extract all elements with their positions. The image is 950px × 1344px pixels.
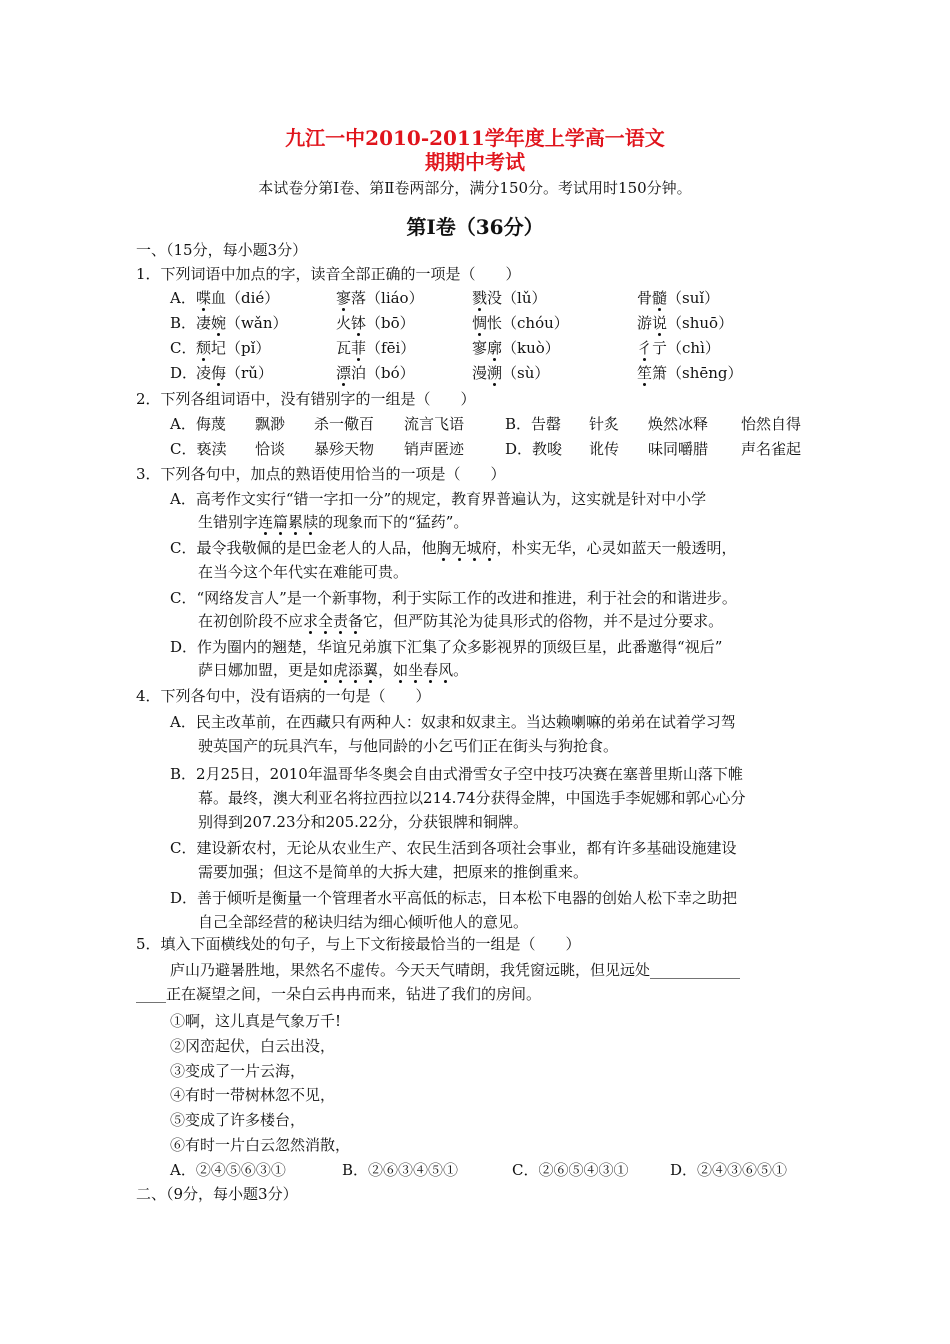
option-line: D．善于倾听是衡量一个管理者水平高低的标志，日本松下电器的创始人松下幸之助把 xyxy=(170,889,738,907)
option-label: D． xyxy=(170,364,198,382)
question-3-option-a-line2: 生错别字连篇累牍的现象而下的“猛药”。 xyxy=(198,513,469,531)
pinyin-item: 漂泊（bó） xyxy=(336,364,415,382)
pinyin-item: 寥落（liáo） xyxy=(336,289,424,307)
dotted-char: 婉 xyxy=(211,314,227,332)
pinyin-item: 戮没（lǔ） xyxy=(472,289,547,307)
option-line: 自己全部经营的秘诀归结为细心倾听他人的意见。 xyxy=(198,913,529,931)
dotted-char: 漂 xyxy=(336,364,352,382)
section-heading-2: 二、（9分，每小题3分） xyxy=(136,1185,298,1203)
sentence-item: ⑥有时一片白云忽然消散， xyxy=(170,1136,351,1154)
dotted-char: 颓 xyxy=(196,339,212,357)
word-option: B．告罄 xyxy=(505,415,562,433)
word-option: 恰谈 xyxy=(255,440,286,458)
dotted-char: 说 xyxy=(652,314,668,332)
word-option: 杀一儆百 xyxy=(314,415,375,433)
word-option: 焕然冰释 xyxy=(648,415,709,433)
question-3-option-a-line1: A．高考作文实行“错一字扣一分”的规定，教育界普遍认为，这实就是针对中小学 xyxy=(170,490,707,508)
option-line: 别得到207.23分和205.22分，分获银牌和铜牌。 xyxy=(198,813,528,831)
answer-blank: ____ xyxy=(136,985,166,1003)
dotted-char: 钵 xyxy=(351,314,367,332)
option-label: C． xyxy=(170,339,197,357)
dotted-char: 笙 xyxy=(637,364,653,382)
question-5-passage-line1: 庐山乃避暑胜地，果然名不虚传。今天天气晴朗，我凭窗远眺，但见远处____________ xyxy=(170,961,741,979)
answer-option: B．②⑥③④⑤① xyxy=(342,1161,459,1179)
dotted-char: 廓 xyxy=(487,339,503,357)
option-line: 幕。最终，澳大利亚名将拉西拉以214.74分获得金牌，中国选手李妮娜和郭心心分 xyxy=(198,789,746,807)
pinyin-item: 惆怅（chóu） xyxy=(472,314,569,332)
page-subtitle: 期期中考试 xyxy=(425,150,525,174)
question-3-option-b-line1: C．最令我敬佩的是巴金老人的人品，他胸无城府，朴实无华，心灵如蓝天一般透明， xyxy=(170,539,737,557)
answer-option: C．②⑥⑤④③① xyxy=(512,1161,629,1179)
word-option: 讹传 xyxy=(589,440,620,458)
question-2-stem: 2．下列各组词语中，没有错别字的一组是（ ） xyxy=(136,390,476,408)
dotted-char: 髓 xyxy=(652,289,668,307)
word-option: 流言飞语 xyxy=(404,415,465,433)
sentence-item: ③变成了一片云海， xyxy=(170,1062,306,1080)
dotted-char: 寥 xyxy=(336,289,352,307)
word-option: C．亵渎 xyxy=(170,440,227,458)
answer-blank: ____________ xyxy=(650,961,741,979)
dotted-phrase: 求全责备 xyxy=(303,612,364,630)
dotted-char: 彳 xyxy=(637,339,653,357)
pinyin-item: 彳亍（chì） xyxy=(637,339,720,357)
question-3-stem: 3．下列各句中，加点的熟语使用恰当的一项是（ ） xyxy=(136,465,506,483)
sentence-item: ②冈峦起伏，白云出没， xyxy=(170,1037,336,1055)
pinyin-item: 凄婉（wǎn） xyxy=(196,314,288,332)
dotted-char: 惆 xyxy=(472,314,488,332)
pinyin-item: 瓦菲（fēi） xyxy=(336,339,416,357)
sentence-item: ①啊，这儿真是气象万千! xyxy=(170,1012,342,1030)
question-3-option-d-line2: 萨日娜加盟，更是如虎添翼，如坐春风。 xyxy=(198,661,469,679)
dotted-char: 菲 xyxy=(351,339,367,357)
dotted-phrase: 连篇累牍 xyxy=(258,513,319,531)
question-5-passage-line2: ____正在凝望之间，一朵白云冉冉而来，钻进了我们的房间。 xyxy=(136,985,542,1003)
answer-option: A．②④⑤⑥③① xyxy=(170,1161,286,1179)
pinyin-item: 寥廓（kuò） xyxy=(472,339,560,357)
pinyin-item: 游说（shuō） xyxy=(637,314,734,332)
word-option: 怡然自得 xyxy=(741,415,802,433)
dotted-phrase: 胸无城府 xyxy=(436,539,497,557)
dotted-phrase: 如虎添翼 xyxy=(318,661,379,679)
option-line: 驶英国产的玩具汽车，与他同龄的小乞丐们正在街头与狗抢食。 xyxy=(198,737,619,755)
exam-note: 本试卷分第Ⅰ卷、第Ⅱ卷两部分，满分150分。考试用时150分钟。 xyxy=(258,179,692,197)
section-heading: 一、（15分，每小题3分） xyxy=(136,241,308,259)
word-option: 声名雀起 xyxy=(741,440,802,458)
dotted-phrase: 如坐春风 xyxy=(393,661,454,679)
question-5-stem: 5．填入下面横线处的句子，与上下文衔接最恰当的一组是（ ） xyxy=(136,935,581,953)
option-label: A． xyxy=(170,289,196,307)
question-3-option-c-line1: C．“网络发言人”是一个新事物，利于实际工作的改进和推进，利于社会的和谐进步。 xyxy=(170,589,737,607)
pinyin-item: 笙箫（shēng） xyxy=(637,364,743,382)
question-1-stem: 1．下列词语中加点的字，读音全部正确的一项是（ ） xyxy=(136,265,521,283)
pinyin-item: 火钵（bō） xyxy=(336,314,415,332)
word-option: 暴殄天物 xyxy=(314,440,375,458)
pinyin-item: 骨髓（suǐ） xyxy=(637,289,720,307)
page-title: 九江一中2010-2011学年度上学高一语文 xyxy=(285,126,665,150)
question-3-option-c-line2: 在初创阶段不应求全责备它，但严防其沦为徒具形式的俗物，并不是过分要求。 xyxy=(198,612,724,630)
pinyin-item: 颓圮（pǐ） xyxy=(196,339,271,357)
pinyin-item: 漫溯（sù） xyxy=(472,364,550,382)
sentence-item: ④有时一带树林忽不见， xyxy=(170,1086,336,1104)
option-line: C．建设新农村，无论从农业生产、农民生活到各项社会事业，都有许多基础设施建设 xyxy=(170,839,737,857)
word-option: 销声匿迹 xyxy=(404,440,465,458)
pinyin-item: 喋血（dié） xyxy=(196,289,280,307)
dotted-char: 溯 xyxy=(487,364,503,382)
question-3-option-b-line2: 在当今这个年代实在难能可贵。 xyxy=(198,563,409,581)
word-option: 飘渺 xyxy=(255,415,286,433)
dotted-char: 戮 xyxy=(472,289,488,307)
word-option: 针炙 xyxy=(589,415,620,433)
word-option: A．侮蔑 xyxy=(170,415,226,433)
question-3-option-d-line1: D．作为圈内的翘楚，华谊兄弟旗下汇集了众多影视界的顶级巨星，此番邀得“视后” xyxy=(170,638,723,656)
dotted-char: 侮 xyxy=(211,364,227,382)
dotted-char: 喋 xyxy=(196,289,212,307)
question-4-stem: 4．下列各句中，没有语病的一句是（ ） xyxy=(136,687,431,705)
answer-option: D．②④③⑥⑤① xyxy=(670,1161,788,1179)
option-line: 需要加强；但这不是简单的大拆大建，把原来的推倒重来。 xyxy=(198,863,589,881)
volume-heading: 第Ⅰ卷（36分） xyxy=(406,215,544,239)
sentence-item: ⑤变成了许多楼台， xyxy=(170,1111,306,1129)
word-option: D．教唆 xyxy=(505,440,563,458)
option-line: B．2月25日，2010年温哥华冬奥会自由式滑雪女子空中技巧决赛在塞普里斯山落下帷 xyxy=(170,765,743,783)
word-option: 味同嚼腊 xyxy=(648,440,709,458)
pinyin-item: 凌侮（rǔ） xyxy=(196,364,273,382)
option-label: B． xyxy=(170,314,197,332)
option-line: A．民主改革前，在西藏只有两种人：奴隶和奴隶主。当达赖喇嘛的弟弟在试着学习驾 xyxy=(170,713,736,731)
